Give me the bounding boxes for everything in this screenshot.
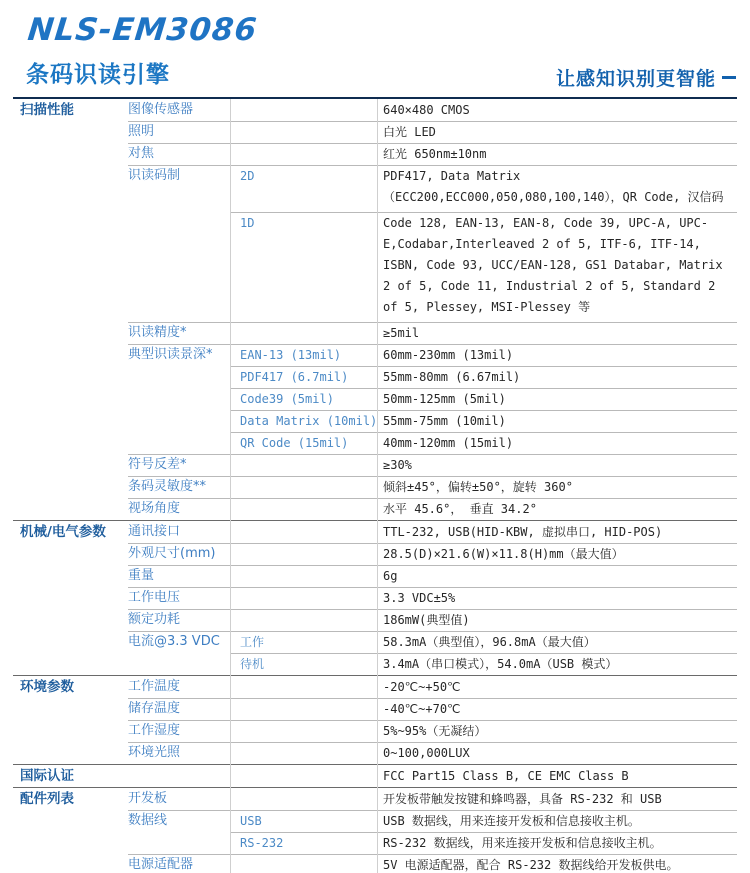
spec-section (13, 99, 737, 520)
spec-sections (13, 99, 737, 873)
column-divider-1 (230, 99, 231, 873)
param-label: 符号反差* (128, 457, 187, 472)
sub-param-label (230, 521, 383, 543)
spec-value: 红光 650nm±10nm (383, 147, 487, 161)
section-column-spacer (13, 165, 128, 212)
spec-value: 倾斜±45°，偏转±50°，旋转 360° (383, 480, 573, 494)
spec-value: 开发板带触发按键和蜂鸣器，具备 RS-232 和 USB (383, 792, 662, 806)
param-label: 工作电压 (128, 590, 181, 605)
spec-value: 50mm-125mm (5mil) (383, 392, 506, 406)
spec-value: 白光 LED (383, 125, 436, 139)
spec-value: 640×480 CMOS (383, 103, 470, 117)
section-column-spacer (13, 543, 128, 565)
sub-param-label: RS-232 (240, 836, 284, 850)
param-label (128, 366, 230, 388)
param-label: 储存温度 (128, 701, 181, 716)
section-column-spacer (13, 854, 128, 873)
section-column-spacer (13, 498, 128, 520)
spec-value: FCC Part15 Class B, CE EMC Class B (383, 769, 629, 783)
spec-section (13, 520, 737, 675)
param-label (128, 765, 230, 787)
spec-section (13, 787, 737, 873)
section-column-spacer (13, 432, 128, 454)
sub-param-label (230, 121, 383, 143)
spec-row (13, 410, 737, 432)
section-column-spacer (13, 344, 128, 366)
section-column-spacer (13, 631, 128, 653)
spec-row (13, 587, 737, 609)
param-label: 工作温度 (128, 679, 181, 694)
spec-row (13, 521, 737, 543)
section-label: 配件列表 (20, 791, 74, 807)
sub-param-label (230, 322, 383, 344)
sub-param-label (230, 99, 383, 121)
spec-value: 28.5(D)×21.6(W)×11.8(H)mm（最大值） (383, 547, 624, 561)
section-column-spacer (13, 121, 128, 143)
sub-param-label: USB (240, 814, 262, 828)
sub-param-label: Data Matrix (10mil) (240, 414, 378, 428)
section-column-spacer (13, 366, 128, 388)
section-column-spacer (13, 832, 128, 854)
sub-param-label (230, 788, 383, 810)
brand-slogan (556, 64, 736, 91)
spec-row (13, 742, 737, 764)
param-label (128, 653, 230, 675)
section-column-spacer (13, 143, 128, 165)
spec-row (13, 631, 737, 653)
section-column-spacer (13, 788, 128, 810)
section-column-spacer (13, 587, 128, 609)
spec-section (13, 675, 737, 764)
sub-param-label (230, 676, 383, 698)
param-label: 通讯接口 (128, 524, 181, 539)
param-label (128, 212, 230, 322)
column-divider-2 (377, 99, 378, 873)
section-column-spacer (13, 454, 128, 476)
sub-param-label (230, 742, 383, 764)
sub-param-label (230, 498, 383, 520)
sub-param-label (230, 143, 383, 165)
spec-value: -20℃~+50℃ (383, 680, 461, 694)
sub-param-label: QR Code (15mil) (240, 436, 349, 450)
section-label: 扫描性能 (20, 102, 74, 118)
param-label: 额定功耗 (128, 612, 181, 627)
section-column-spacer (13, 521, 128, 543)
spec-value: 40mm-120mm (15mil) (383, 436, 514, 450)
param-label: 电流@3.3 VDC (128, 634, 220, 649)
spec-value: 186mW(典型值) (383, 613, 470, 627)
spec-value: 5%~95%（无凝结） (383, 724, 487, 738)
section-column-spacer (13, 698, 128, 720)
spec-value: 0~100,000LUX (383, 746, 470, 760)
sub-param-label (230, 609, 383, 631)
param-label: 识读码制 (128, 168, 181, 183)
product-subtitle: 条码识读引擎 (26, 62, 170, 88)
sub-param-label (230, 543, 383, 565)
spec-row (13, 832, 737, 854)
section-column-spacer (13, 676, 128, 698)
param-label: 照明 (128, 124, 155, 139)
section-column-spacer (13, 410, 128, 432)
brand-slogan-text: 让感知识别更智能 (555, 68, 716, 90)
param-label: 条码灵敏度** (128, 479, 207, 494)
spec-value: 6g (383, 569, 398, 583)
spec-value: TTL-232, USB(HID-KBW, 虚拟串口, HID-POS) (383, 525, 663, 539)
sub-param-label: 2D (240, 169, 255, 183)
sub-param-label (230, 476, 383, 498)
spec-value: 58.3mA（典型值），96.8mA（最大值） (383, 635, 596, 649)
sub-param-label (230, 565, 383, 587)
param-label: 电源适配器 (128, 857, 194, 872)
section-column-spacer (13, 322, 128, 344)
param-label: 开发板 (128, 791, 168, 806)
spec-row (13, 165, 737, 212)
param-label: 工作湿度 (128, 723, 181, 738)
spec-value: 水平 45.6°， 垂直 34.2° (383, 502, 537, 516)
section-column-spacer (13, 99, 128, 121)
spec-row (13, 810, 737, 832)
spec-row (13, 765, 737, 787)
param-label: 重量 (128, 568, 155, 583)
param-label: 视场角度 (128, 501, 181, 516)
spec-value: ≥5mil (383, 326, 420, 340)
spec-row (13, 609, 737, 631)
section-column-spacer (13, 609, 128, 631)
spec-value: -40℃~+70℃ (383, 702, 461, 716)
section-column-spacer (13, 565, 128, 587)
spec-value: 55mm-75mm (10mil) (383, 414, 506, 428)
spec-table (13, 97, 737, 873)
param-label: 外观尺寸(mm) (128, 546, 216, 561)
spec-row (13, 498, 737, 520)
section-column-spacer (13, 742, 128, 764)
param-label (128, 832, 230, 854)
spec-section (13, 764, 737, 787)
section-column-spacer (13, 212, 128, 322)
spec-value: 55mm-80mm (6.67mil) (383, 370, 521, 384)
param-label (128, 388, 230, 410)
spec-row (13, 344, 737, 366)
spec-row (13, 676, 737, 698)
spec-row (13, 454, 737, 476)
spec-row (13, 99, 737, 121)
spec-value: 60mm-230mm (13mil) (383, 348, 514, 362)
spec-value: 3.3 VDC±5% (383, 591, 456, 605)
spec-row (13, 653, 737, 675)
section-label: 环境参数 (20, 679, 74, 695)
spec-row (13, 143, 737, 165)
spec-row (13, 788, 737, 810)
sub-param-label (230, 765, 383, 787)
param-label: 数据线 (128, 813, 168, 828)
spec-row (13, 854, 737, 873)
sub-param-label (230, 720, 383, 742)
sub-param-label: Code39 (5mil) (240, 392, 334, 406)
spec-row (13, 565, 737, 587)
section-label: 国际认证 (20, 768, 74, 784)
spec-value: RS-232 数据线，用来连接开发板和信息接收主机。 (383, 836, 662, 850)
spec-row (13, 366, 737, 388)
spec-value: ≥30% (383, 458, 412, 472)
sub-param-label: 工作 (240, 635, 265, 649)
sub-param-label (230, 854, 383, 873)
section-label: 机械/电气参数 (20, 524, 106, 540)
section-column-spacer (13, 810, 128, 832)
section-column-spacer (13, 653, 128, 675)
spec-value: Code 128, EAN-13, EAN-8, Code 39, UPC-A, UPC-E,Codabar,Interleaved 2 of 5, ITF-6, ITF-14, ISBN, Code 93, UCC/EAN-128, GS1 Databar, Matrix 2 of 5, Code 11, Industrial 2 of 5, Standard 2 of 5, Plessey, MSI-Plessey 等 (383, 216, 723, 314)
sub-param-label: PDF417 (6.7mil) (240, 370, 349, 384)
spec-row (13, 212, 737, 322)
section-column-spacer (13, 720, 128, 742)
spec-row (13, 432, 737, 454)
sub-param-label: EAN-13 (13mil) (240, 348, 342, 362)
param-label: 环境光照 (128, 745, 181, 760)
spec-row (13, 388, 737, 410)
sub-param-label: 1D (240, 216, 255, 230)
spec-row (13, 476, 737, 498)
spec-row (13, 121, 737, 143)
slogan-dash-icon (722, 76, 736, 79)
sub-param-label (230, 698, 383, 720)
sub-param-label (230, 454, 383, 476)
param-label: 图像传感器 (128, 102, 194, 117)
section-column-spacer (13, 476, 128, 498)
param-label: 典型识读景深* (128, 347, 213, 362)
spec-row (13, 543, 737, 565)
section-column-spacer (13, 765, 128, 787)
spec-row (13, 698, 737, 720)
param-label (128, 432, 230, 454)
sub-param-label: 待机 (240, 657, 265, 671)
spec-value: PDF417, Data Matrix（ECC200,ECC000,050,080,100,140），QR Code, 汉信码 (383, 169, 724, 204)
section-column-spacer (13, 388, 128, 410)
param-label: 对焦 (128, 146, 155, 161)
param-label: 识读精度* (128, 325, 187, 340)
spec-row (13, 322, 737, 344)
product-model-title: NLS-EM3086 (26, 12, 259, 48)
spec-value: USB 数据线，用来连接开发板和信息接收主机。 (383, 814, 640, 828)
spec-value: 5V 电源适配器，配合 RS-232 数据线给开发板供电。 (383, 858, 679, 872)
spec-value: 3.4mA（串口模式），54.0mA（USB 模式） (383, 657, 618, 671)
param-label (128, 410, 230, 432)
spec-row (13, 720, 737, 742)
sub-param-label (230, 587, 383, 609)
